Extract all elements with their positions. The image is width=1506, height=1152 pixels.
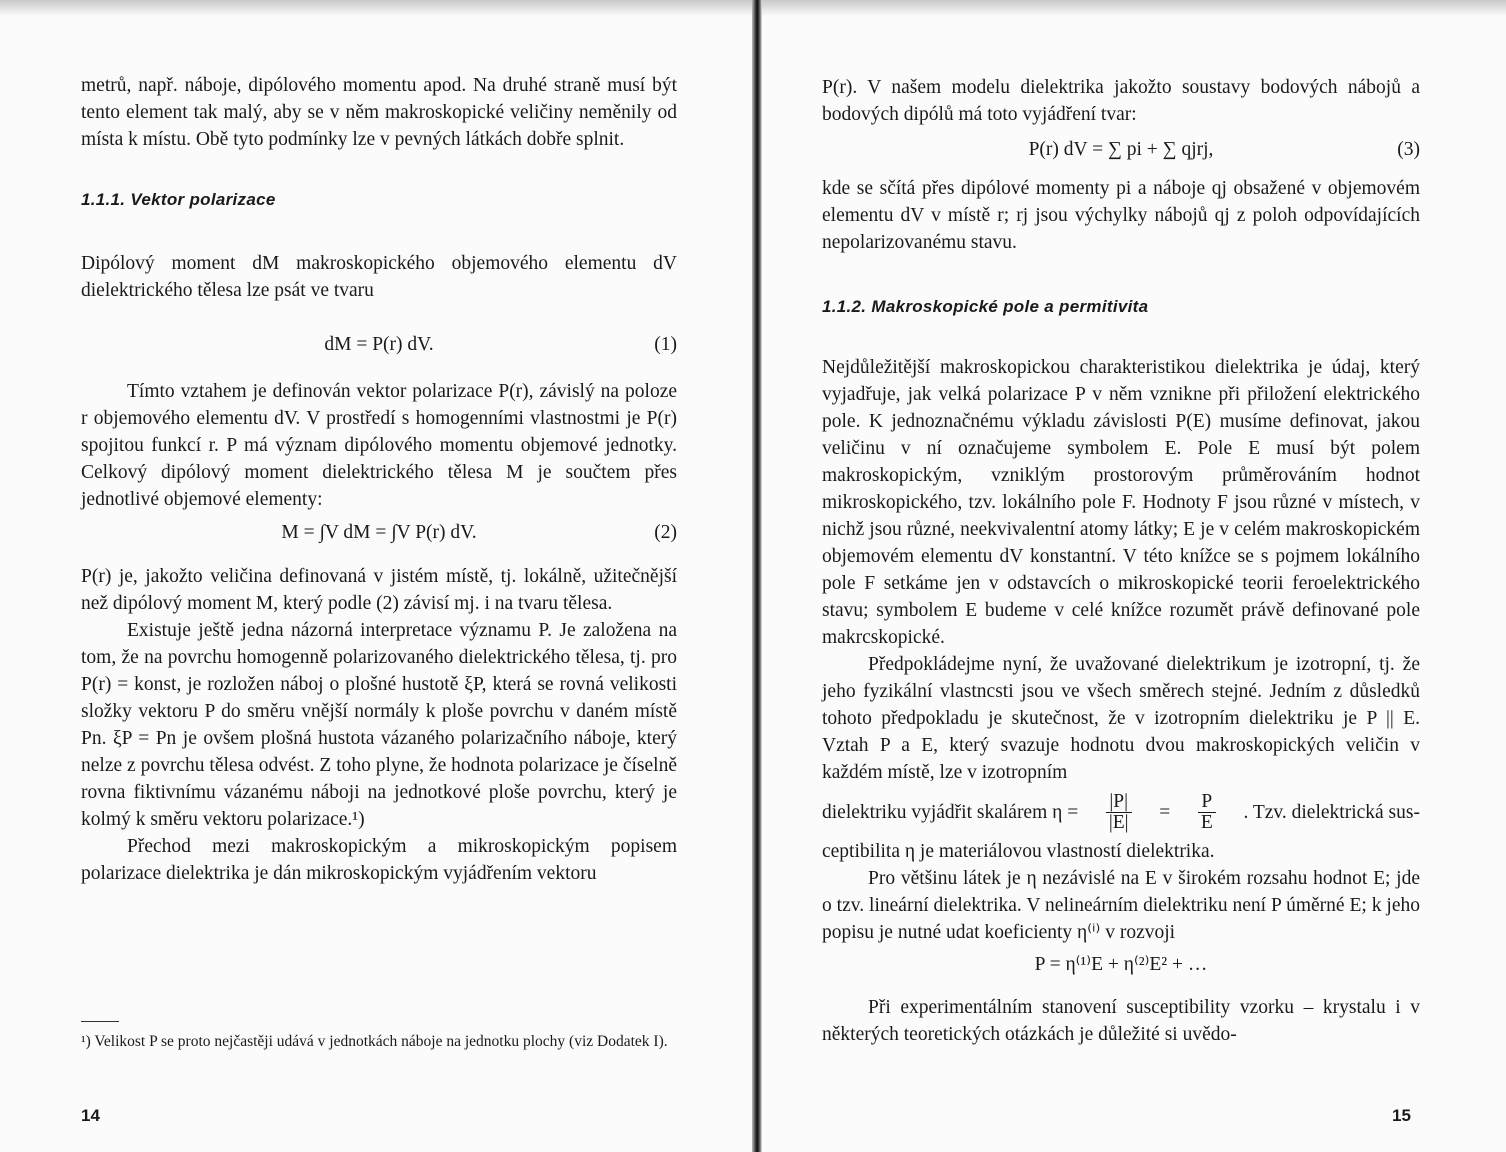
page-left (0, 0, 752, 1152)
fraction-abs-numerator: |P| (1106, 792, 1132, 813)
page-number-right: 15 (1392, 1106, 1411, 1125)
susceptibility-text-start: dielektriku vyjádřit skalárem η = (822, 801, 1079, 823)
left-text-block (81, 72, 677, 887)
equation-4-expr: P = η⁽¹⁾E + η⁽²⁾E² + … (1034, 954, 1208, 975)
fraction-plain-denominator: E (1200, 811, 1213, 833)
footnote-rule (81, 1021, 119, 1022)
fraction-abs (1106, 792, 1132, 833)
equation-1 (81, 331, 677, 358)
right-paragraph-5: Pro většinu látek je η nezávislé na E v širokém rozsahu hodnot E; jde o tzv. lineární dielektrika. V nelineárním dielektriku není P úměrné E; k jeho popisu je nutné udat koeficienty η⁽ⁱ⁾ v rozvoji (822, 868, 1420, 943)
equation-2-number: (2) (654, 522, 677, 543)
left-paragraph-3: Tímto vztahem je definován vektor polarizace P(r), závislý na poloze r objemového elementu dV. V prostředí s homogenními vlastnostmi je P(r) spojitou funkcí r. P má význam dipólového momentu objemové jednotky. Celkový dipólový moment dielektrického tělesa M je součtem přes jednotlivé objemové elementy: (81, 381, 677, 510)
right-paragraph-4-end: ceptibilita η je materiálovou vlastností dielektrika. (822, 841, 1215, 862)
equation-3-number: (3) (1397, 139, 1420, 160)
right-paragraph-3: Nejdůležitější makroskopickou charakteristikou dielektrika je údaj, který vyjadřuje, jak velká polarizace P v něm vznikne při přiložení elektrického pole. K jednoznačnému výkladu závislosti P(E) musíme definovat, jakou veličinu v ní označujeme symbolem E. Pole E musí být polem makroskopickým, vzniklým prostorovým průměrováním hodnot mikroskopického, tzv. lokálního pole F. Hodnoty F jsou různé v místech, v nichž jsou různé, neekvivalentní atomy látky; E je v celém makroskopickém objemovém elementu dV konstantní. V této knížce se s pojmem lokálního pole F setkáme jen v odstavcích o mikroskopické teorii feroelektrického stavu; symbolem E budeme v celé knížce rozumět právě definované pole makrcskopické. (822, 357, 1420, 648)
right-paragraph-1: P(r). V našem modelu dielektrika jakožto soustavy bodových nábojů a bodových dipólů má toto vyjádření tvar: (822, 77, 1420, 125)
left-paragraph-6: Přechod mezi makroskopickým a mikroskopickým popisem polarizace dielektrika je dán mikroskopickým vyjádřením vektoru (81, 836, 677, 884)
equation-1-number: (1) (654, 334, 677, 355)
equation-1-expr: dM = P(r) dV. (324, 334, 434, 355)
fraction-plain (1198, 792, 1216, 833)
right-paragraph-6: Při experimentálním stanovení susceptibility vzorku – krystalu i v některých teoretických otázkách je důležité si uvědo- (822, 997, 1420, 1045)
left-paragraph-1: metrů, např. náboje, dipólového momentu apod. Na druhé straně musí být tento element tak malý, aby se v něm makroskopické veličiny neměnily od místa k místu. Obě tyto podmínky lze v pevných látkách dobře splnit. (81, 75, 677, 150)
right-text-block (822, 74, 1420, 1048)
section-heading-1-1-2: 1.1.2. Makroskopické pole a permitivita (822, 297, 1149, 316)
equation-2 (81, 519, 677, 559)
equation-3 (822, 136, 1420, 163)
fraction-plain-numerator: P (1198, 792, 1216, 813)
right-paragraph-4: Předpokládejme nyní, že uvažované dielektrikum je izotropní, tj. že jeho fyzikální vlastncsti jsou ve všech směrech stejné. Jedním z důsledků tohoto předpokladu je skutečnost, že v izotropním dielektriku je P || E. Vztah P a E, který svazuje hodnotu dvou makroskopických veličin v každém místě, lze v izotropním (822, 654, 1420, 783)
equation-3-expr: P(r) dV = ∑ pi + ∑ qjrj, (1028, 139, 1214, 160)
section-heading-1-1-1: 1.1.1. Vektor polarizace (81, 190, 276, 209)
page-right (762, 0, 1506, 1152)
susceptibility-text-end: . Tzv. dielektrická sus- (1243, 801, 1420, 823)
equation-4 (822, 951, 1420, 978)
page-number-left: 14 (81, 1106, 100, 1125)
right-paragraph-2: kde se sčítá přes dipólové momenty pi a náboje qj obsažené v objemovém elementu dV v místě r; rj jsou výchylky nábojů qj z poloh odpovídajících nepolarizovanému stavu. (822, 178, 1420, 253)
footnote: ¹) Velikost P se proto nejčastěji udává v jednotkách náboje na jednotku plochy (viz Dodatek I). (81, 1033, 668, 1050)
equals-sign: = (1159, 801, 1171, 823)
book-spine (752, 0, 762, 1152)
susceptibility-line (822, 786, 1420, 838)
fraction-abs-denominator: |E| (1108, 811, 1129, 833)
left-paragraph-5: Existuje ještě jedna názorná interpretace významu P. Je založena na tom, že na povrchu homogenně polarizovaného dielektrického tělesa, tj. pro P(r) = konst, je rozložen náboj o plošné hustotě ξP, která se rovná velikosti složky vektoru P do směru vnější normály k ploše povrchu v daném místě Pn. ξP = Pn je ovšem plošná hustota vázaného polarizačního náboje, který nelze z povrchu tělesa odvést. Z toho plyne, že hodnota polarizace je číselně rovna fiktivnímu vázanému náboji na jednotkové ploše povrchu, který je kolmý k směru vektoru polarizace.¹) (81, 620, 677, 830)
left-paragraph-2: Dipólový moment dM makroskopického objemového elementu dV dielektrického tělesa lze psát ve tvaru (81, 253, 677, 301)
left-paragraph-4: P(r) je, jakožto veličina definovaná v jistém místě, tj. lokálně, užitečnější než dipólový moment M, který podle (2) závisí mj. i na tvaru tělesa. (81, 566, 677, 614)
equation-2-expr: M = ∫V dM = ∫V P(r) dV. (281, 522, 477, 543)
